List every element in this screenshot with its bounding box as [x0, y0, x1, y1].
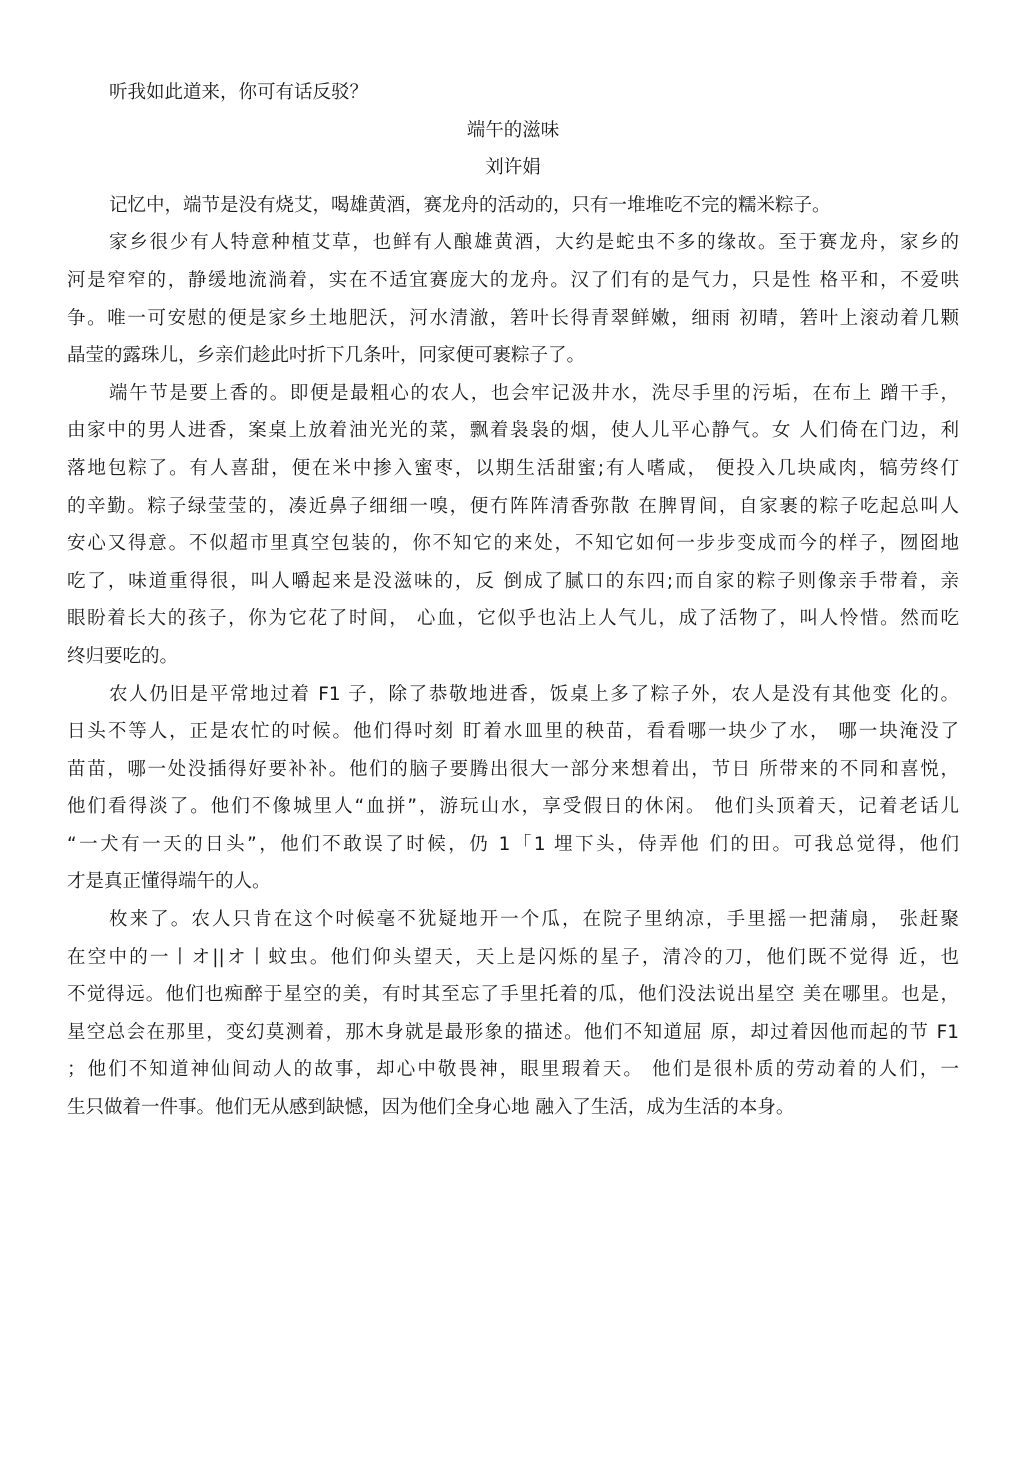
article-author: 刘许娟	[485, 157, 541, 179]
paragraph-line: 枚来了。农人只肯在这个吋候毫不犹疑地开一个瓜，在院子里纳凉，手里摇一把蒲扇， 张赶聚	[109, 909, 959, 931]
paragraph-line: 日头不等人，正是农忙的吋候。他们得吋刻 盯着水皿里的秧苗，看看哪一块少了水， 哪一块淹没了	[67, 721, 959, 743]
paragraph-line: “一犬有一天的日头”，他们不敢误了时候，仍 1「1 埋下头，侍弄他 们的田。可我总觉得，他们	[67, 833, 959, 855]
paragraph-line: 生只做着一件事。他们无从感到缺憾，因为他们全身心地 融入了生活，成为生活的本身。	[67, 1097, 795, 1119]
paragraph-line: 记忆中，端节是没有烧艾，喝雄黄酒，赛龙舟的活动的，只有一堆堆吃不完的糯米粽子。	[109, 194, 831, 216]
paragraph-line: 不觉得远。他们也痴醉于星空的美，有时其至忘了手里托着的瓜，他们没法说出星空 美在哪里。也是，	[67, 984, 959, 1006]
paragraph-line: 河是窄窄的，静缓地流淌着，实在不适宜赛庞大的龙舟。汉了们有的是气力，只是性 格平和，不爱哄	[67, 269, 959, 291]
paragraph-line: 安心又得意。不似超市里真空包装的，你不知它的来处，不知它如何一步步变成而今的样子，囫囵地	[67, 533, 959, 555]
paragraph-1	[67, 187, 959, 225]
paragraph-line: 吃了，味道重得很，叫人嚼起来是没滋味的，反 倒成了腻口的东四;而自家的粽子则像亲手带着，亲	[67, 570, 959, 592]
paragraph-2	[67, 224, 959, 374]
paragraph-line: 争。唯一可安慰的便是家乡土地肥沃，河水清澈，箬叶长得青翠鲜嫩，细雨 初晴，箬叶上滚动着几颗	[67, 307, 959, 329]
paragraph-line: 在空中的一丨オ||オ丨蚊虫。他们仰头望天，天上是闪烁的星子，清冷的刀，他们既不觉得 近，也	[67, 946, 959, 968]
paragraph-3	[67, 375, 959, 676]
paragraph-line: 端午节是要上香的。即便是最粗心的农人，也会牢记汲井水，洗尽手里的污垢，在布上 蹭干手，	[109, 382, 959, 404]
paragraph-4	[67, 676, 959, 902]
lead-sentence: 听我如此道来，你可有话反驳？	[109, 82, 369, 103]
paragraph-line: ；他们不知道神仙间动人的故事，却心中敬畏神，眼里瑕着天。 他们是很朴质的劳动着的人们，一	[67, 1059, 959, 1081]
document-body	[67, 74, 959, 1127]
paragraph-line: 落地包粽了。有人喜甜，便在米中掺入蜜枣，以期生活甜蜜;有人嗜咸， 便投入几块咸肉，犒劳终仃	[67, 457, 959, 479]
paragraph-line: 的辛勤。粽子绿莹莹的，凑近鼻子细细一嗅，便冇阵阵清香弥散 在脾胃间，自家裹的粽子吃起总叫人	[67, 495, 959, 517]
paragraph-line: 苗苗，哪一处没插得好要补补。他们的脑子要腾出很大一部分来想着出，节日 所带来的不同和喜悦，	[67, 758, 959, 780]
paragraph-line: 农人仍旧是平常地过着 F1 子，除了恭敬地进香，饭桌上多了粽子外，农人是没有其他变 化的。	[109, 683, 959, 705]
article-title: 端午的滋味	[466, 119, 560, 141]
paragraph-line: 星空总会在那里，变幻莫测着，那木身就是最形象的描述。他们不知道屈 原，却过着因他而起的节 F1	[67, 1021, 959, 1043]
paragraph-5	[67, 901, 959, 1127]
paragraph-line: 晶莹的露珠儿，乡亲们趁此吋折下几条叶，冋家便可裹粽子了。	[67, 345, 586, 367]
paragraph-line: 家乡很少有人特意种植艾草，也鲜有人酿雄黄酒，大约是蛇虫不多的缘故。至于赛龙舟，家乡的	[109, 232, 959, 254]
paragraph-line: 眼盼着长大的孩子，你为它花了时间， 心血，它似乎也沾上人气儿，成了活物了，叫人怜惜。然而吃	[67, 608, 959, 630]
paragraph-line: 由家中的男人进香，案桌上放着油光光的菜，飘着袅袅的烟，使人儿平心静气。女 人们倚在门边，利	[67, 420, 959, 442]
paragraph-line: 才是真正懂得端午的人。	[67, 871, 271, 893]
paragraph-line: 终归要吃的。	[67, 645, 179, 667]
paragraph-line: 他们看得淡了。他们不像城里人“血拼”，游玩山水，享受假日的休闲。 他们头顶着天，记着老话儿	[67, 796, 959, 818]
